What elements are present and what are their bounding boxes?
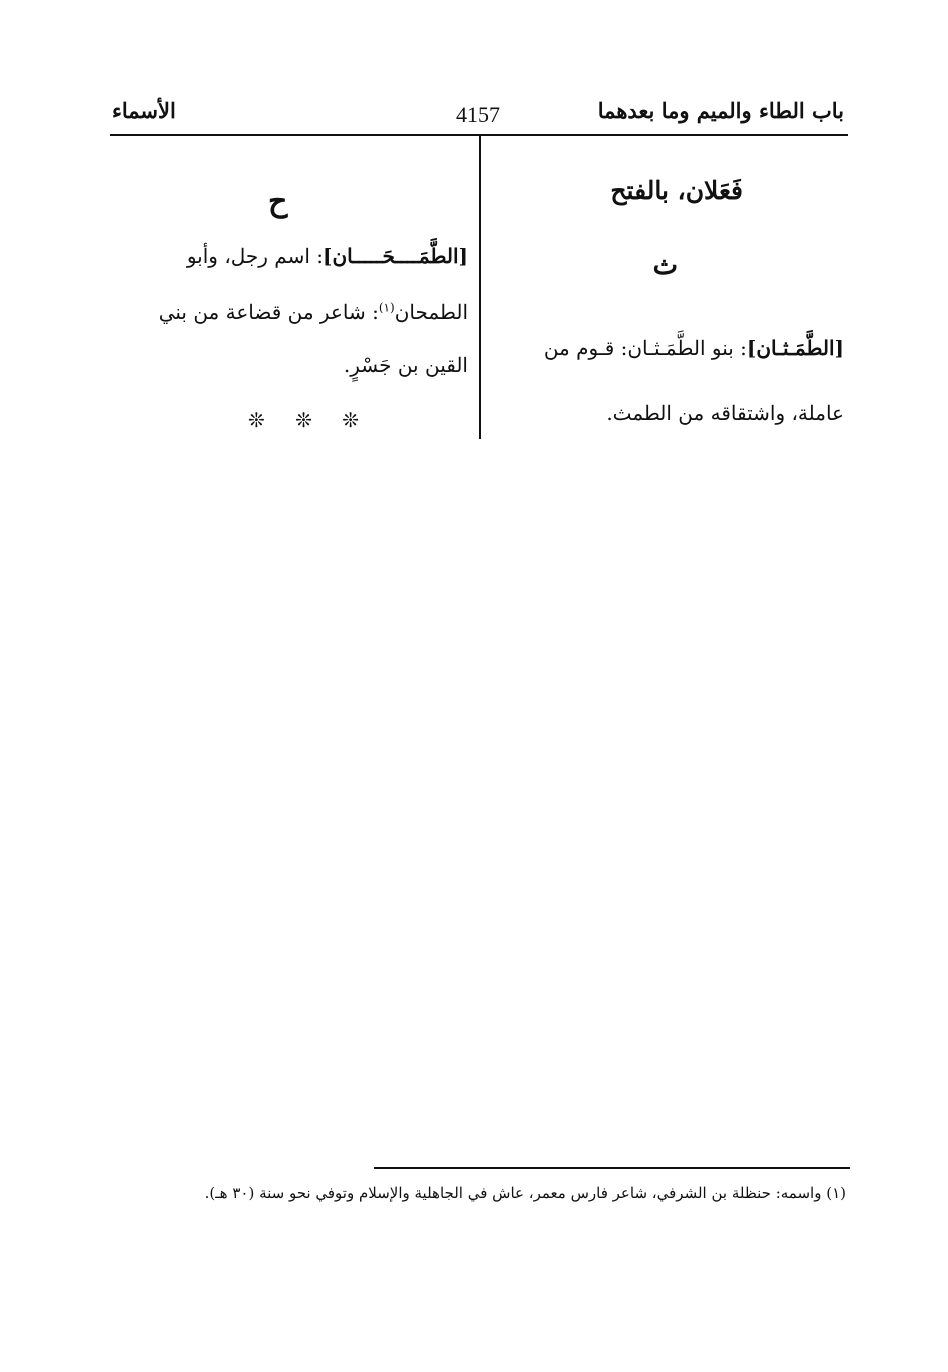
entry-text: : شاعر من قضاعة من بني [158,300,379,324]
entry-headword: [الطَّمَــــحَـــــان] [323,244,468,268]
entry-tamahan-line3: القين بن جَسْرٍ. [343,353,468,377]
entry-tamahan-line2 [159,300,468,324]
entry-text: : اسم رجل، وأبو [186,244,324,268]
entry-word: الطمحان [394,300,468,324]
footnote-rule [374,1167,850,1169]
entry-headword: [الطَّمَـثـان] [746,336,844,360]
letter-heading-ha: ح [268,184,288,219]
chapter-title: باب الطاء والميم وما بعدهما [597,98,844,123]
column-divider [479,135,481,439]
entry-tamahan-line1 [187,244,468,268]
page-number: 4157 [456,102,500,127]
letter-heading-tha: ث [652,250,678,281]
section-separator: ❊ ❊ ❊ [248,408,371,432]
entry-tamathan-line2: عاملة، واشتقاقه من الطمث. [606,401,844,425]
pattern-heading: فَعَلان، بالفتح [610,176,743,205]
footnote-text: (١) واسمه: حنظلة بن الشرفي، شاعر فارس معمر، عاش في الجاهلية والإسلام وتوفي نحو سنة (٣٠ هـ). [204,1184,846,1202]
entry-tamathan-line1 [544,336,844,360]
footnote-marker: (١) [378,300,395,315]
entry-text: : بنو الطَّمَـثـان: قـوم من [543,336,747,360]
section-title: الأسماء [112,98,176,123]
